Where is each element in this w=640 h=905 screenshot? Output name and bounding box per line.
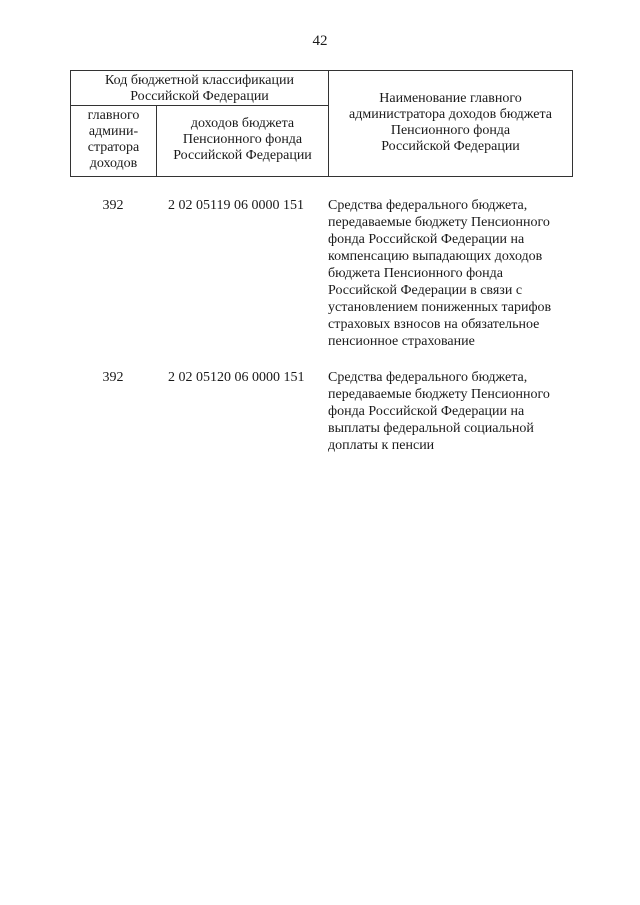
row-admin-code: 392	[102, 370, 124, 385]
header-chief-administrator: главного админи- стратора доходов	[71, 106, 157, 176]
row-description: Средства федерального бюджета, передаваемые бюджету Пенсионного фонда Российской Федерации на выплаты федеральной социальной доплаты к пенсии	[328, 370, 550, 453]
row-budget-code: 2 02 05119 06 0000 151	[168, 198, 304, 213]
header-pension-fund-income: доходов бюджета Пенсионного фонда Российской Федерации	[157, 106, 329, 176]
header-budget-classification-code: Код бюджетной классификации Российской Федерации	[71, 71, 329, 106]
row-admin-code: 392	[102, 198, 124, 213]
row-budget-code: 2 02 05120 06 0000 151	[168, 370, 305, 385]
header-administrator-name: Наименование главного администратора доходов бюджета Пенсионного фонда Российской Федерации	[349, 91, 552, 154]
page-number: 42	[312, 33, 328, 49]
table-header	[70, 70, 573, 177]
row-description: Средства федерального бюджета, передаваемые бюджету Пенсионного фонда Российской Федерации на компенсацию выпадающих доходов бюджета Пенсионного фонда Российской Федерации в связи с установлением пониженных тарифов страховых взносов на обязательное пенсионное страхование	[328, 198, 552, 349]
